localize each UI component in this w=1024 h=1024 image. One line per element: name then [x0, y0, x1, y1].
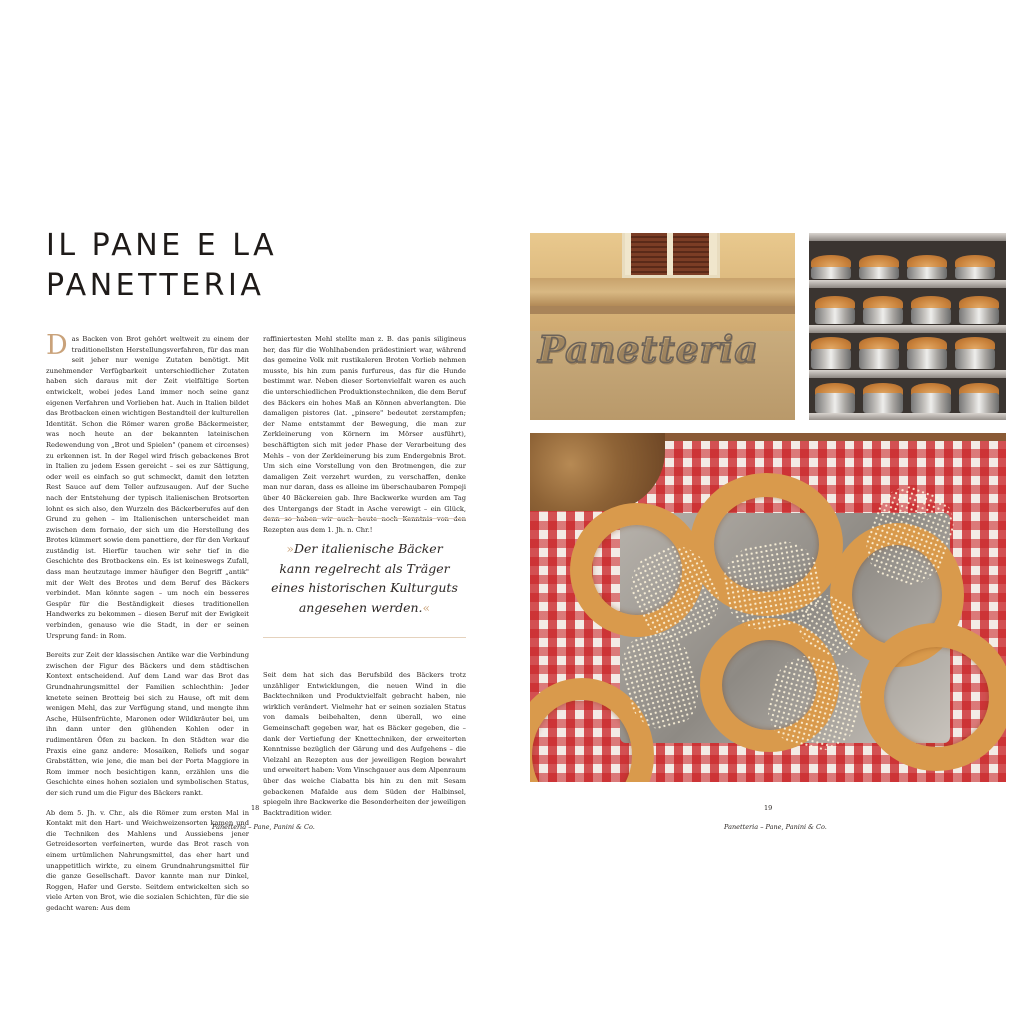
baking-tin — [859, 267, 899, 279]
baking-tin — [955, 267, 995, 279]
oven-rack — [809, 325, 1006, 333]
baking-tin — [811, 349, 851, 369]
baking-tin — [863, 308, 903, 324]
baking-tin — [911, 308, 951, 324]
shutter — [631, 233, 667, 275]
page-number-right: 19 — [764, 804, 773, 812]
body-column-1 — [46, 330, 249, 922]
baking-tin — [811, 267, 851, 279]
baking-tin — [907, 349, 947, 369]
shop-sign-photo — [530, 233, 795, 420]
paragraph: Ab dem 5. Jh. v. Chr., als die Römer zum ersten Mal in Kontakt mit den Hart- und Weichweizensorten kamen und die Techniken des Mahlens und Aussiebens jener Getreidesorten verfeinerten, wurde das Brot rasch von einem urtümlichen Nahrungsmittel, das eher hart und unappetitlich wirkte, zu einem Grundnahrungsmittel für die ganze Gesellschaft. Davor kannte man nur Dinkel, Roggen, Hafer und Gerste. Seitdem entwickelten sich so viele Arten von Brot, wie die sozialen Schichten, für die sie gedacht waren: Aus dem — [46, 808, 249, 912]
oven-rack — [809, 370, 1006, 378]
quote-open-mark: » — [286, 541, 294, 556]
right-page — [512, 0, 1024, 1024]
baking-tin — [911, 393, 951, 413]
oven-rack — [809, 413, 1006, 420]
pull-quote-text: Der italienische Bäcker kann regelrecht als Träger eines historischen Kulturguts angesehen werden. — [271, 541, 458, 615]
page-number-left: 18 — [251, 804, 260, 812]
baking-tin — [959, 308, 999, 324]
facade-ledge — [530, 278, 795, 306]
title-line-2: PANETTERIA — [46, 268, 265, 303]
paragraph: Das Backen von Brot gehört weltweit zu einem der traditionellsten Herstellungsverfahren, für das man seit jeher nur wenige Zutaten benötigt. Mit zunehmender Verfügbarkeit unterschiedlicher Zutaten haben sich daraus mit der Zeit vielfältige Sorten entwickelt, wobei jedes Land immer noch seine ganz eigenen Verfahren und Vorlieben hat. Auch in Italien bildet das Brotbacken einen wichtigen Bestandteil der kulturellen Identität. Schon die Römer waren große Bäckermeister, was noch heute an der bekannten lateinischen Redewendung von „Brot und Spielen" (panem et circenses) zu erkennen ist. In der Regel wird frisch gebackenes Brot in Italien zu jedem Essen gereicht – sei es zur Sättigung, oder weil es einfach so gut schmeckt, damit den letzten Rest Sauce auf dem Teller aufzusaugen. Auf der Suche nach der Entstehung der typisch italienischen Brotsorten lohnt es sich also, den Wurzeln des Bäckerberufes auf den Grund zu gehen – im Italienischen unterscheidet man zwischen dem fornaio, der sich um die Herstellung des Brotes kümmert sowie dem panettiere, der für den Verkauf zuständig ist. Hierfür tauchen wir sehr tief in die Geschichte des Brotbackens ein. Es ist keineswegs Zufall, dass man heutzutage immer häufiger den Begriff „antik" mit der Welt des Brotes und dem Beruf des Bäckers verbindet. Man könnte sagen – um noch ein besseres Gespür für die Beständigkeit dieses traditionellen Handwerks zu bekommen – diesen Beruf mit der Ewigkeit verbinden, genauso wie die Stadt, in der er seinen Ursprung fand: in Rom. — [46, 330, 249, 640]
running-title-right: Panetteria – Pane, Panini & Co. — [724, 823, 827, 831]
shutter — [673, 233, 709, 275]
baking-tin — [863, 393, 903, 413]
quote-close-mark: « — [422, 599, 431, 615]
baking-tin — [859, 349, 899, 369]
baking-tin — [907, 267, 947, 279]
window — [622, 233, 720, 278]
body-column-3 — [263, 670, 466, 827]
oven-rack — [809, 233, 1006, 241]
pull-quote — [263, 518, 466, 638]
baking-tin — [955, 349, 995, 369]
running-title-left: Panetteria – Pane, Panini & Co. — [212, 823, 315, 831]
sesame-bread-tray-photo — [530, 433, 1006, 782]
panetteria-sign: Panetteria — [538, 329, 759, 371]
paragraph: Bereits zur Zeit der klassischen Antike war die Verbindung zwischen der Figur des Bäckers und dem städtischen Kontext entscheidend. Auf dem Land war das Brot das Grundnahrungsmittel der Familien schlechthin: Jeder knetete seinen Brotteig bei sich zu Hause, oft mit dem wenigen Mehl, das zur Verfügung stand, und mengte ihm Asche, Hülsenfrüchte, Maronen oder Wildkräuter bei, um ihn dann unter den glühenden Kohlen oder in rudimentären Öfen zu backen. In den Städten war die Praxis eine ganz andere: Mosaiken, Reliefs und sogar Grabstätten, wie jene, die man bei der Porta Maggiore in Rom immer noch besichtigen kann, erzählen uns die Geschichte eines hohen sozialen und symbolischen Status, der sich rund um die Figur des Bäckers rankt. — [46, 651, 249, 797]
bread-ring — [860, 623, 1006, 771]
baking-tin — [815, 308, 855, 324]
paragraph: Seit dem hat sich das Berufsbild des Bäckers trotz unzähliger Entwicklungen, die neuen Wind in die Backtechniken und Produktvielfalt gebracht haben, nie wirklich verändert. Vielmehr hat er seinen sozialen Status von damals beibehalten, denn überall, wo eine Gemeinschaft gegeben war, hat es Bäcker gegeben, die – dank der Vertiefung der Knettechniken, der erweiterten Kenntnisse bezüglich der Gärung und des Aufgehens – die Vielzahl an Rezepten aus der jeweiligen Region bewahrt und erweitert haben: Vom Vinschgauer aus dem Alpenraum über das weiche Ciabatta bis hin zu den mit Sesam gebackenen Mafalde aus dem Süden der Halbinsel, spiegeln ihre Backwerke die Besonderheiten der jeweiligen Backtradition wider. — [263, 671, 466, 817]
article-title — [46, 226, 366, 306]
paragraph: raffiniertesten Mehl stellte man z. B. das panis siligineus her, das für die Wohlhabenden prädestiniert war, während das gemeine Volk mit rustikaleren Broten Vorlieb nehmen musste, bis hin zum panis furfureus, das für die Hunde bestimmt war. Neben dieser Sortenvielfalt waren es auch die unterschiedlichen Produktionstechniken, die dem Beruf des Bäckers ein hohes Maß an Können abverlangten. Die damaligen pistores (lat. „pinsere" bedeutet zerstampfen; der Name entstammt der Bewegung, die man zur Zerkleinerung von Körnern im Mörser ausführt), beschäftigten sich mit jeder Phase der Verarbeitung des Mehls – von der Zerkleinerung bis zum Endergebnis Brot. Um sich eine Vorstellung von den Brotmengen, die zur damaligen Zeit verzehrt wurden, zu verschaffen, denke man nur daran, dass es alleine im überschaubaren Pompeji über 40 Bäckereien gab. Ihre Backwerke wurden am Tag des Untergangs der Stadt in Asche verewigt – ein Glück, denn so haben wir auch heute noch Kenntnis von den Rezepten aus dem 1. Jh. n. Chr.! — [263, 335, 466, 534]
baking-tin — [815, 393, 855, 413]
oven-rack — [809, 280, 1006, 288]
facade-band — [530, 306, 795, 314]
title-line-1: IL PANE E LA — [46, 228, 278, 263]
drop-cap: D — [46, 330, 68, 361]
bread-oven-photo — [809, 233, 1006, 420]
body-column-2 — [263, 334, 466, 544]
baking-tin — [959, 393, 999, 413]
